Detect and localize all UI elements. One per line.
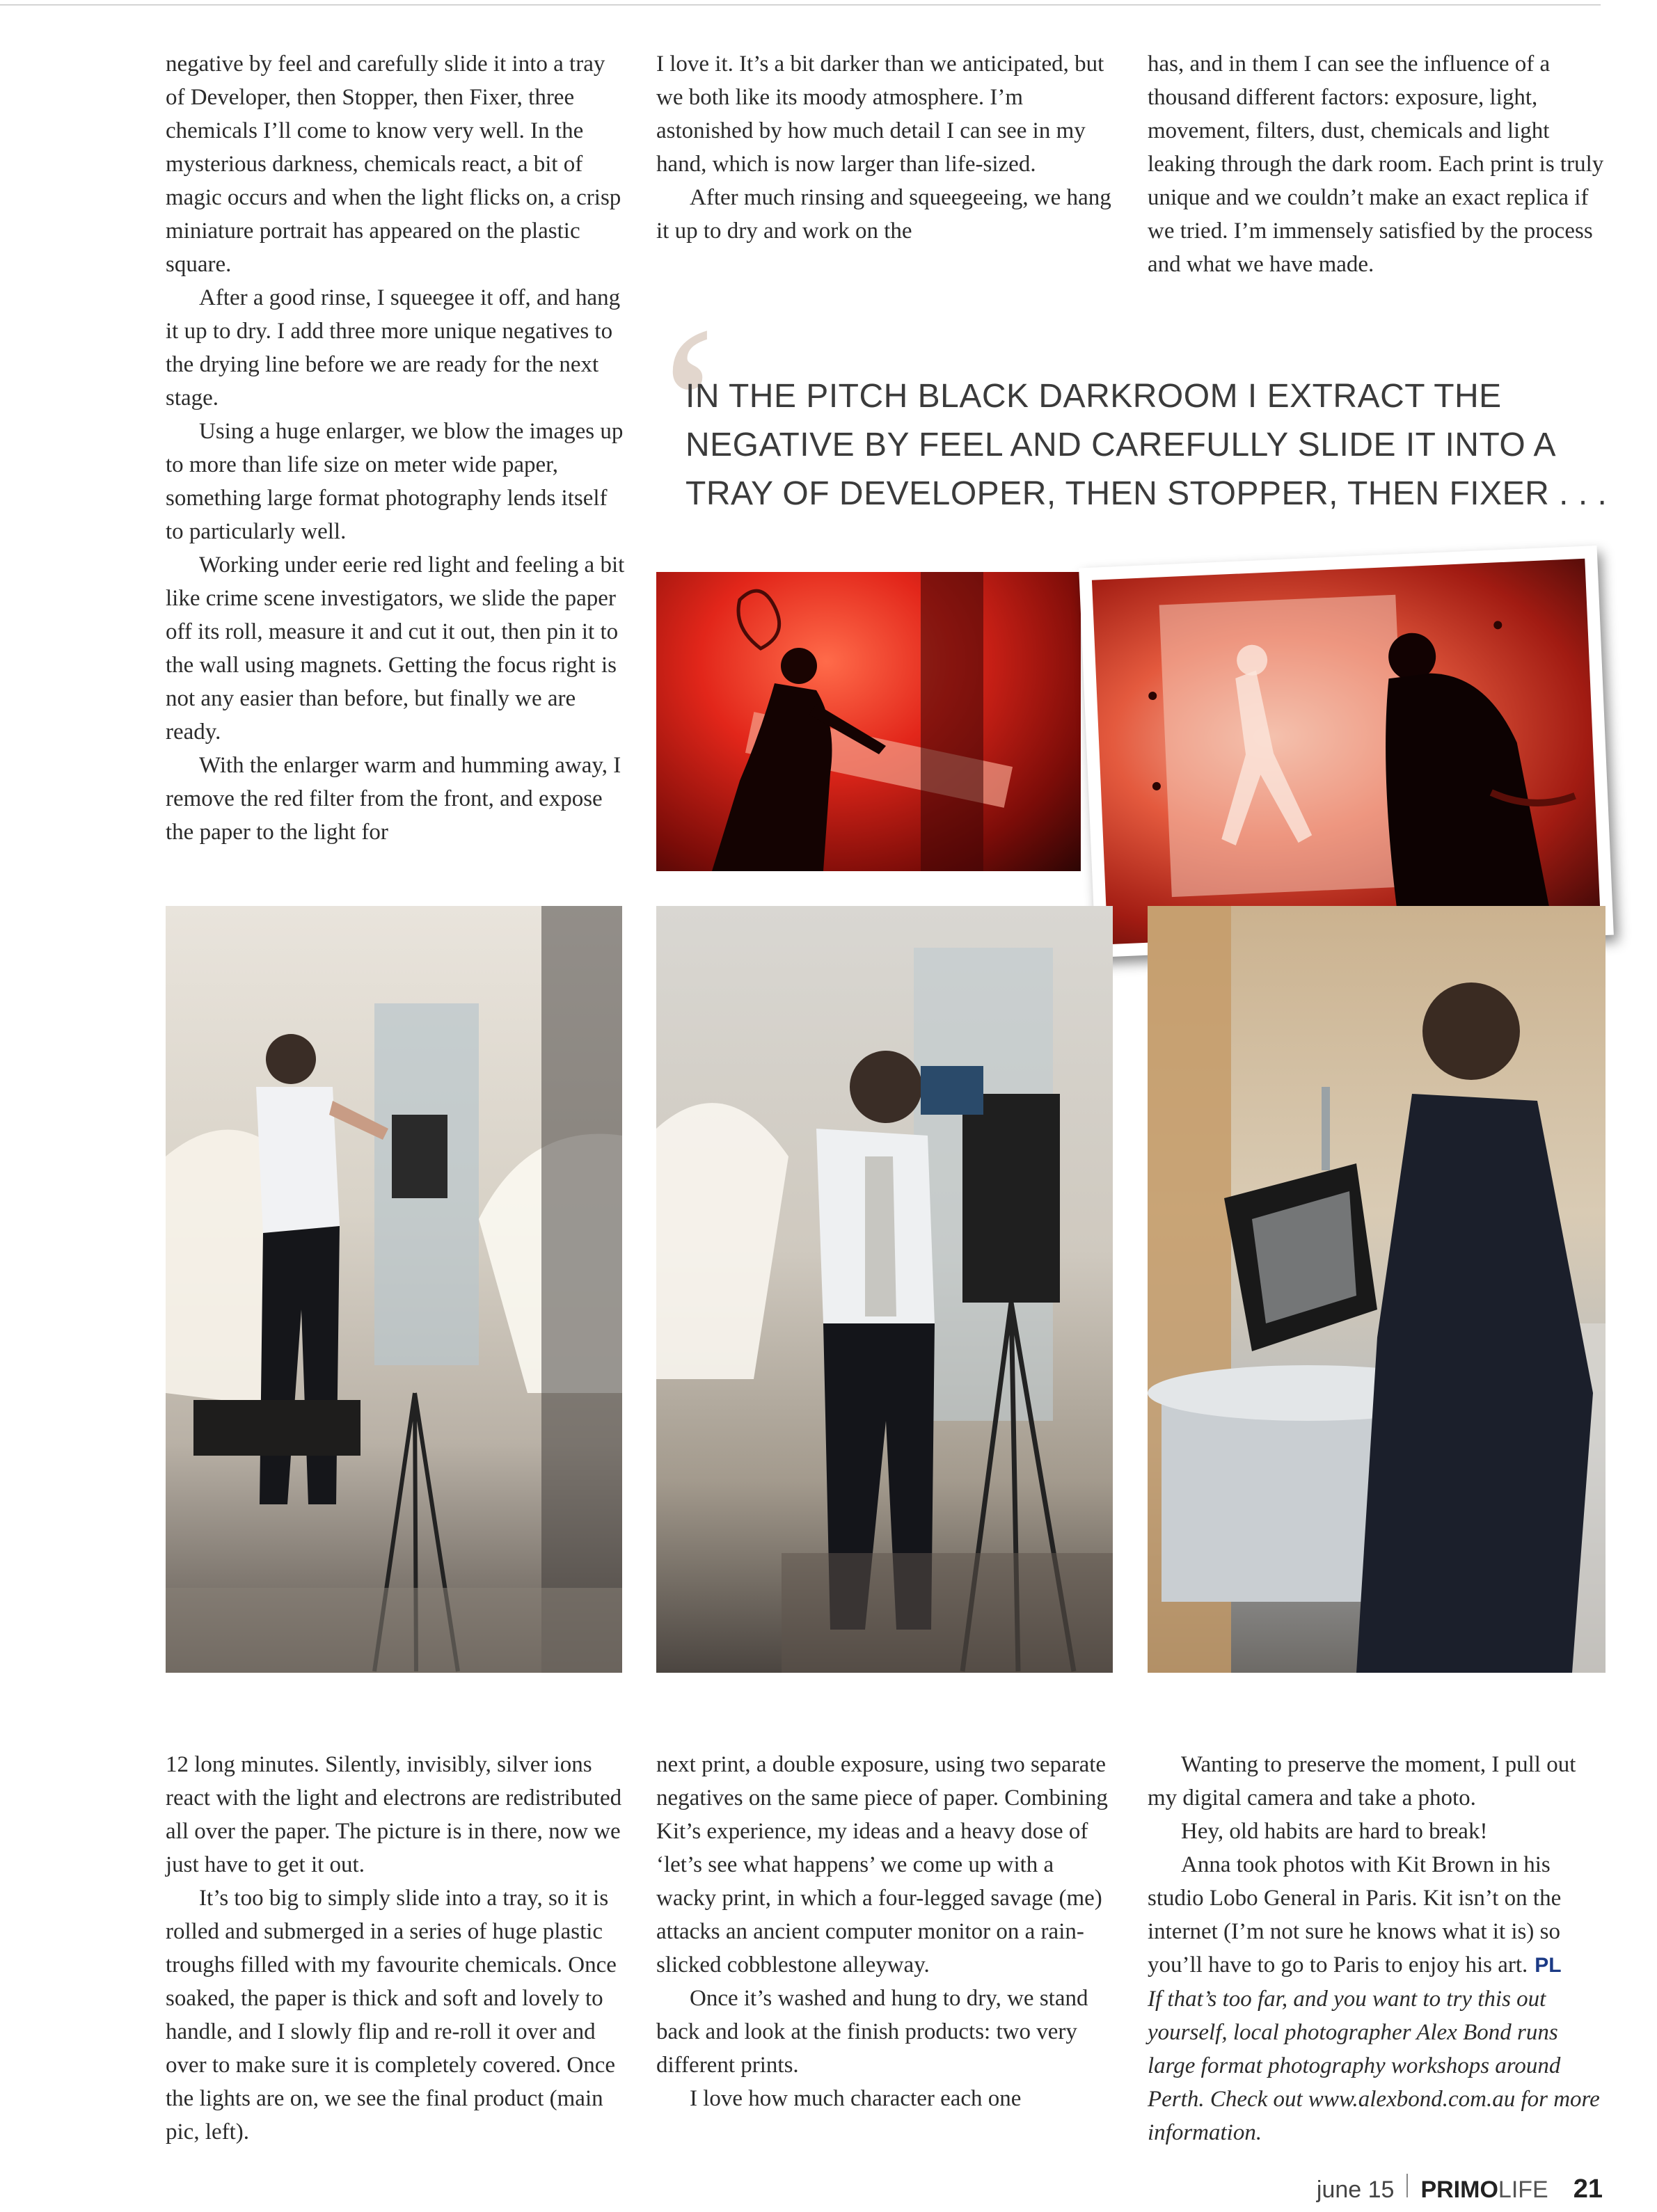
- column-1-top: [166, 47, 625, 849]
- paragraph: next print, a double exposure, using two separate negatives on the same piece of paper. Combining Kit’s experience, my ideas and a heavy dose of ‘let’s see what happens’ we come up with a wacky print, in which a four-legged savage (me) attacks an ancient computer monitor on a rain-slicked cobblestone alleyway.: [656, 1752, 1108, 1978]
- paragraph: Wanting to preserve the moment, I pull out my digital camera and take a photo.: [1148, 1752, 1576, 1811]
- column-2-top: [656, 47, 1116, 248]
- issue-date: june 15: [1316, 2177, 1395, 2203]
- studio-photo-3: [1148, 906, 1606, 1673]
- paragraph: 12 long minutes. Silently, invisibly, silver ions react with the light and electrons are redistributed all over the paper. The picture is in there, now we just have to get it out.: [166, 1752, 622, 1877]
- column-1-bottom: [166, 1748, 625, 2149]
- brand-name-bold: PRIMO: [1420, 2177, 1498, 2203]
- author-signoff: PL: [1535, 1954, 1562, 1977]
- brand-name-light: LIFE: [1498, 2177, 1548, 2203]
- studio-photo-1: [166, 906, 622, 1673]
- footer-divider: [1406, 2174, 1408, 2197]
- paragraph: It’s too big to simply slide into a tray, so it is rolled and submerged in a series of huge plastic troughs filled with my favourite chemicals. Once soaked, the paper is thick and soft and lovely to handle, and I slowly flip and re-roll it over and over to make sure it is completely covered. Once the lights are on, we see the final product (main pic, left).: [166, 1886, 617, 2145]
- paragraph: With the enlarger warm and humming away, I remove the red filter from the front, and expose the paper to the light for: [166, 753, 621, 845]
- paragraph: [1148, 1848, 1607, 1982]
- projection-scene-illustration: [1092, 559, 1601, 944]
- paragraph: Using a huge enlarger, we blow the images up to more than life size on meter wide paper, something large format photography lends itself to particularly well.: [166, 419, 624, 544]
- paragraph: Once it’s washed and hung to dry, we stand back and look at the finish products: two very different prints.: [656, 1986, 1088, 2078]
- page-number: 21: [1573, 2174, 1603, 2204]
- column-2-bottom: [656, 1748, 1116, 2115]
- pull-quote: IN THE PITCH BLACK DARKROOM I EXTRACT THE NEGATIVE BY FEEL AND CAREFULLY SLIDE IT INTO A TRAY OF DEVELOPER, THEN STOPPER, THEN FIXER . . .: [685, 378, 1608, 512]
- paragraph: After much rinsing and squeegeeing, we hang it up to dry and work on the: [656, 185, 1111, 244]
- top-rule: [0, 4, 1601, 6]
- darkroom-photo-projection-frame: [1079, 546, 1614, 957]
- paragraph: After a good rinse, I squeegee it off, and hang it up to dry. I add three more unique negatives to the drying line before we are ready for the next stage.: [166, 285, 621, 411]
- studio-photo-2: [656, 906, 1113, 1673]
- column-3-bottom: [1148, 1748, 1607, 2149]
- paragraph: I love how much character each one: [690, 2086, 1022, 2111]
- studio-scene-3-illustration: [1148, 906, 1606, 1673]
- workshop-note: If that’s too far, and you want to try this out yourself, local photographer Alex Bond runs large format photography workshops around Perth. Check out www.alexbond.com.au for more information.: [1148, 1987, 1600, 2145]
- author-note: Anna took photos with Kit Brown in his studio Lobo General in Paris. Kit isn’t on the internet (I’m not sure he knows what it is) so you’ll have to go to Paris to enjoy his art.: [1148, 1852, 1562, 1978]
- paragraph: Working under eerie red light and feeling a bit like crime scene investigators, we slide the paper off its roll, measure it and cut it out, then pin it to the wall using magnets. Getting the focus right is not any easier than before, but finally we are ready.: [166, 552, 625, 745]
- darkroom-photo-projection: [1092, 559, 1601, 944]
- quote-mark-icon: ‘: [651, 280, 727, 534]
- paragraph: has, and in them I can see the influence of a thousand different factors: exposure, light, movement, filters, dust, chemicals and light leaking through the dark room. Each print is truly unique and we couldn’t make an exact replica if we tried. I’m immensely satisfied by the process and what we have made.: [1148, 51, 1604, 277]
- darkroom-photo-enlarger: [656, 572, 1081, 871]
- paragraph: Hey, old habits are hard to break!: [1181, 1819, 1488, 1844]
- studio-scene-2-illustration: [656, 906, 1113, 1673]
- column-3-top: [1148, 47, 1607, 281]
- page-footer: [1317, 2174, 1603, 2204]
- paragraph: I love it. It’s a bit darker than we anticipated, but we both like its moody atmosphere. I’m astonished by how much detail I can see in my hand, which is now larger than life-sized.: [656, 51, 1104, 177]
- paragraph: negative by feel and carefully slide it into a tray of Developer, then Stopper, then Fixer, three chemicals I’ll come to know very well. In the mysterious darkness, chemicals react, a bit of magic occurs and when the light flicks on, a crisp miniature portrait has appeared on the plastic square.: [166, 51, 621, 277]
- studio-scene-1-illustration: [166, 906, 622, 1673]
- darkroom-scene-illustration: [656, 572, 1081, 871]
